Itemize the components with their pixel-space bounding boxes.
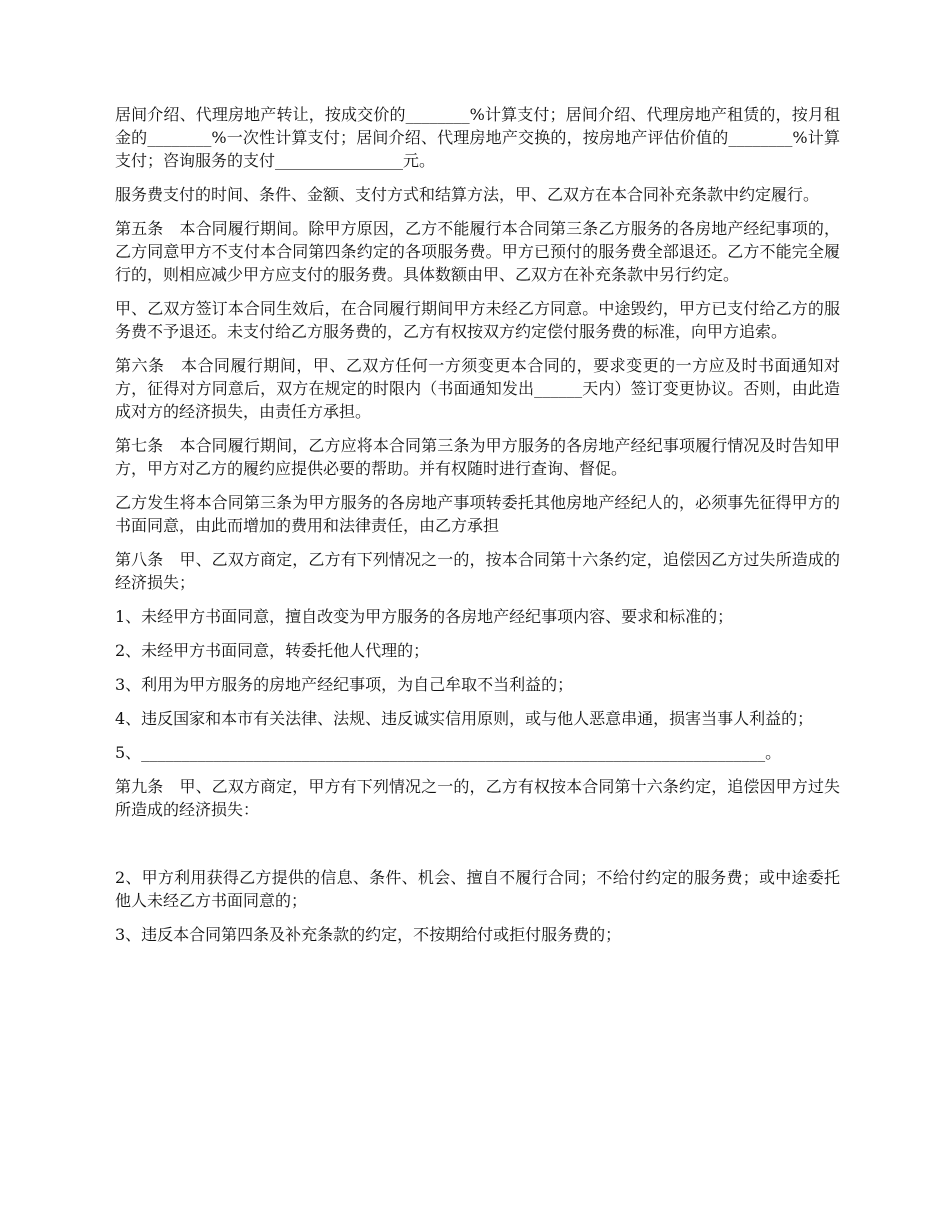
article-8-item-2: 2、未经甲方书面同意，转委托他人代理的；: [115, 641, 430, 660]
breach-by-party-a-paragraph: 甲、乙双方签订本合同生效后，在合同履行期间甲方未经乙方同意。中途毁约，甲方已支付给乙方的服务费不予退还。未支付给乙方服务费的，乙方有权按双方约定偿付服务费的标准，向甲方追索。: [115, 299, 840, 341]
article-9-item-3: 3、违反本合同第四条及补充条款的约定，不按期给付或拒付服务费的；: [115, 925, 622, 944]
article-6-paragraph: 第六条 本合同履行期间，甲、乙双方任何一方须变更本合同的，要求变更的一方应及时书面通知对方，征得对方同意后，双方在规定的时限内（书面通知发出______天内）签订变更协议。否则，由此造成对方的经济损失，由责任方承担。: [115, 356, 840, 421]
blank-space: [115, 832, 840, 866]
fee-payment-paragraph: 服务费支付的时间、条件、金额、支付方式和结算方法，甲、乙双方在本合同补充条款中约定履行。: [115, 185, 820, 204]
article-5-paragraph: 第五条 本合同履行期间。除甲方原因，乙方不能履行本合同第三条乙方服务的各房地产经纪事项的，乙方同意甲方不支付本合同第四条约定的各项服务费。甲方已预付的服务费全部退还。乙方不能完全履行的，则相应减少甲方应支付的服务费。具体数额由甲、乙双方在补充条款中另行约定。: [115, 219, 840, 284]
article-9-paragraph: 第九条 甲、乙双方商定，甲方有下列情况之一的，乙方有权按本合同第十六条约定，追偿因甲方过失所造成的经济损失：: [115, 777, 840, 819]
fee-rates-paragraph: 居间介绍、代理房地产转让，按成交价的________%计算支付；居间介绍、代理房地产租赁的，按月租金的________%一次性计算支付；居间介绍、代理房地产交换的，按房地产评估价值的________%计算支付；咨询服务的支付________________元。: [115, 105, 840, 170]
article-8-paragraph: 第八条 甲、乙双方商定，乙方有下列情况之一的，按本合同第十六条约定，追偿因乙方过失所造成的经济损失；: [115, 550, 840, 592]
article-9-item-2: 2、甲方利用获得乙方提供的信息、条件、机会、擅自不履行合同；不给付约定的服务费；或中途委托他人未经乙方书面同意的；: [115, 868, 840, 910]
article-8-item-3: 3、利用为甲方服务的房地产经纪事项，为自己牟取不当利益的；: [115, 675, 574, 694]
contract-document: [115, 103, 840, 957]
subcontract-paragraph: 乙方发生将本合同第三条为甲方服务的各房地产事项转委托其他房地产经纪人的，必须事先征得甲方的书面同意，由此而增加的费用和法律责任，由乙方承担: [115, 493, 840, 535]
article-8-item-4: 4、违反国家和本市有关法律、法规、违反诚实信用原则，或与他人恶意串通，损害当事人利益的；: [115, 709, 814, 728]
article-7-paragraph: 第七条 本合同履行期间，乙方应将本合同第三条为甲方服务的各房地产经纪事项履行情况及时告知甲方，甲方对乙方的履约应提供必要的帮助。并有权随时进行查询、督促。: [115, 436, 840, 478]
article-8-item-1: 1、未经甲方书面同意，擅自改变为甲方服务的各房地产经纪事项内容、要求和标准的；: [115, 607, 734, 626]
article-8-item-5: 5、______________________________________________________________________________。: [115, 743, 782, 762]
